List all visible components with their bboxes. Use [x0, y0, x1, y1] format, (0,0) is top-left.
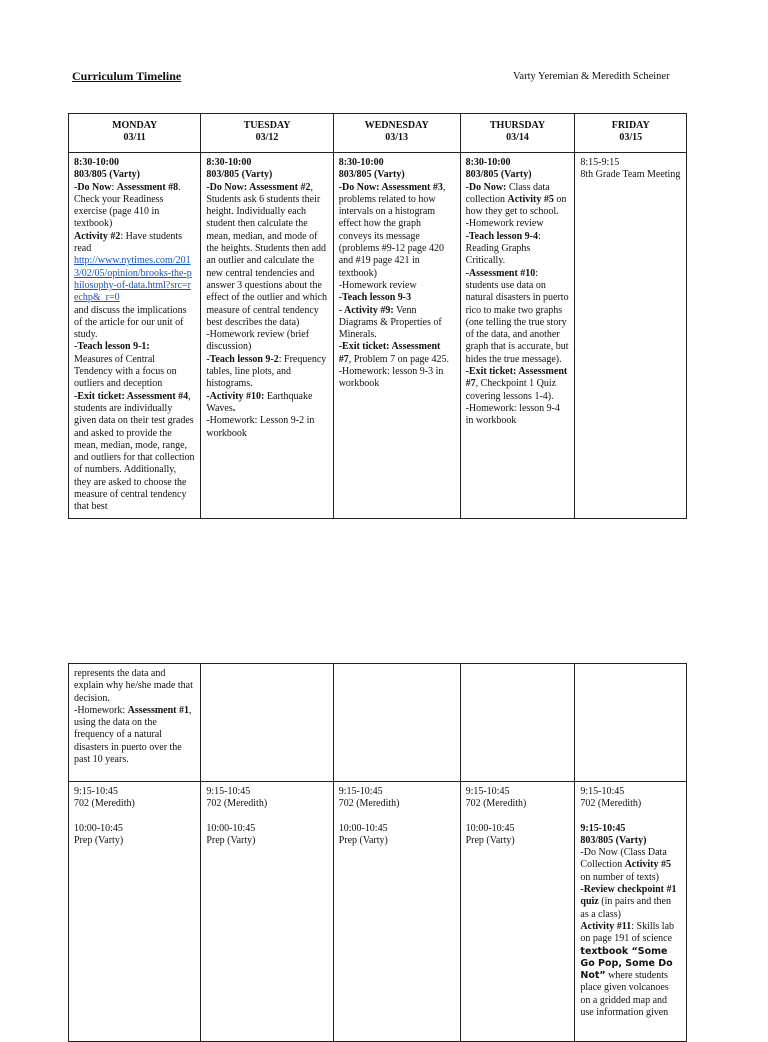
entry: -Teach lesson 9-1: [74, 341, 150, 353]
day-header-tuesday: TUESDAY 03/12 [201, 114, 333, 153]
time-slot: 9:15-10:45 [338, 786, 383, 797]
timeline-table-top [68, 113, 687, 519]
entry: -Do Now: Class data collection Activity #5 on how they get to school. [465, 181, 567, 218]
entry: -Do Now: Assessment #8. Check your Readiness exercise (page 410 in textbook) [74, 181, 181, 230]
cell-empty [460, 664, 575, 782]
class-label: Prep (Varty) [74, 834, 124, 846]
day-header-thursday: THURSDAY 03/14 [460, 114, 575, 153]
entry: -Exit ticket: Assessment #7, Checkpoint 1 Quiz covering lessons 1-4). [465, 366, 568, 402]
cell-friday-2 [575, 782, 687, 1042]
class-label: 702 (Meredith) [74, 798, 135, 810]
cell-monday [69, 153, 201, 519]
cell-wednesday [333, 153, 460, 519]
class-label: 702 (Meredith) [580, 798, 642, 810]
entry: 8th Grade Team Meeting [580, 169, 681, 181]
class-label: 803/805 (Varty) [338, 169, 405, 181]
entry: - Activity #9: Venn Diagrams & Properties of Minerals. [338, 304, 442, 341]
page-title: Curriculum Timeline [72, 69, 182, 83]
class-label: 803/805 (Varty) [206, 169, 273, 181]
entry: -Homework review [338, 279, 417, 291]
class-label: Prep (Varty) [465, 834, 515, 846]
entry: -Assessment #10: students use data on natural disasters in puerto rico to make two graphs (one telling the true story of the data, and another graph that is accurate, but hides the true message). [465, 267, 569, 365]
entry: and discuss the implications of the article for our unit of study. [74, 304, 187, 341]
class-label: 702 (Meredith) [465, 798, 527, 810]
time-slot: 8:15-9:15 [580, 157, 620, 168]
day-header-wednesday: WEDNESDAY 03/13 [333, 114, 460, 153]
time-slot: 10:00-10:45 [206, 822, 256, 834]
entry: -Teach lesson 9-4: Reading Graphs Critically. [465, 230, 541, 267]
header-row [69, 114, 687, 153]
entry: -Homework review (brief discussion) [206, 329, 310, 353]
class-label: 702 (Meredith) [338, 798, 400, 810]
cell-monday-cont [69, 664, 201, 782]
cell-empty [201, 664, 333, 782]
time-slot: 8:30-10:00 [206, 157, 252, 168]
entry: -Review checkpoint #1 quiz (in pairs and then as a class) [580, 884, 677, 920]
time-slot: 8:30-10:00 [465, 157, 511, 168]
cell-empty [575, 664, 687, 782]
time-slot: 9:15-10:45 [74, 786, 118, 797]
time-slot: 9:15-10:45 [465, 786, 510, 797]
schedule-row-2 [69, 782, 687, 1042]
time-slot: 10:00-10:45 [74, 822, 123, 834]
entry: -Homework: Lesson 9-2 in workbook [206, 415, 315, 439]
class-label: Prep (Varty) [206, 834, 256, 846]
entry: -Do Now: Assessment #3, problems related to how intervals on a histogram effect how the graph conveys its message (problems #9-12 page 420 and #19 page 421 in textbook) [338, 181, 446, 279]
time-slot: 8:30-10:00 [338, 157, 384, 168]
continuation-row [69, 664, 687, 782]
class-label: 803/805 (Varty) [465, 169, 532, 181]
class-label: 803/805 (Varty) [74, 169, 141, 181]
entry: -Do Now: Assessment #2, Students ask 6 students their height. Individually each student then calculate the mean, median, and mode of the heights. Students then add an outlier and calculate the new central tendencies and answer 3 questions about the effect of the outlier and which measure of central tendency best describes the data) [206, 181, 327, 328]
entry: represents the data and explain why he/she made that decision. [74, 668, 193, 704]
day-header-monday: MONDAY 03/11 [69, 114, 201, 153]
cell-thursday [460, 153, 575, 519]
entry: -Homework review [465, 218, 544, 230]
entry: -Activity #10: Earthquake Waves. [206, 390, 313, 414]
time-slot: 10:00-10:45 [465, 822, 515, 834]
day-header-friday: FRIDAY 03/15 [575, 114, 687, 153]
class-label: 702 (Meredith) [206, 798, 268, 810]
entry: -Teach lesson 9-3 [338, 292, 412, 304]
schedule-row [69, 153, 687, 519]
cell-thursday-2 [460, 782, 575, 1042]
authors: Varty Yeremian & Meredith Scheiner [513, 71, 670, 82]
cell-tuesday [201, 153, 333, 519]
time-slot: 8:30-10:00 [74, 157, 119, 168]
entry: -Exit ticket: Assessment #4, students are individually given data on their test grades and asked to provide the mean, median, mode, range, and outliers for that collection of numbers. Additionally, they are asked to choose the measure of central tendency that best [74, 390, 195, 513]
timeline-table-bottom [68, 663, 687, 1042]
entry: -Homework: lesson 9-3 in workbook [338, 366, 444, 390]
entry: -Homework: Assessment #1, using the data on the frequency of a natural disasters in puerto over the past 10 years. [74, 704, 192, 766]
cell-wednesday-2 [333, 782, 460, 1042]
time-slot: 9:15-10:45 [206, 786, 251, 797]
entry: Activity #2: Have students read [74, 230, 183, 255]
class-label: Prep (Varty) [338, 834, 388, 846]
entry: Measures of Central Tendency with a focus on outliers and deception [74, 353, 177, 390]
cell-monday-2 [69, 782, 201, 1042]
time-slot: 10:00-10:45 [338, 822, 388, 834]
entry: -Exit ticket: Assessment #7, Problem 7 on page 425. [338, 341, 449, 365]
entry: -Teach lesson 9-2: Frequency tables, line plots, and histograms. [206, 353, 327, 390]
article-link[interactable]: http://www.nytimes.com/2013/02/05/opinion/brooks-the-philosophy-of-data.html?src=rechp&_r=0 [74, 255, 192, 304]
class-label: 803/805 (Varty) [580, 834, 647, 846]
cell-friday [575, 153, 687, 519]
entry: Activity #11: Skills lab on page 191 of science textbook “Some Go Pop, Some Do Not” where students place given volcanoes on a gridded map and use information given [580, 920, 675, 1019]
entry: -Homework: lesson 9-4 in workbook [465, 402, 560, 427]
time-slot: 9:15-10:45 [580, 786, 625, 797]
cell-tuesday-2 [201, 782, 333, 1042]
cell-empty [333, 664, 460, 782]
entry: -Do Now (Class Data Collection Activity #5 on number of texts) [580, 847, 671, 883]
time-slot: 9:15-10:45 [580, 822, 626, 834]
